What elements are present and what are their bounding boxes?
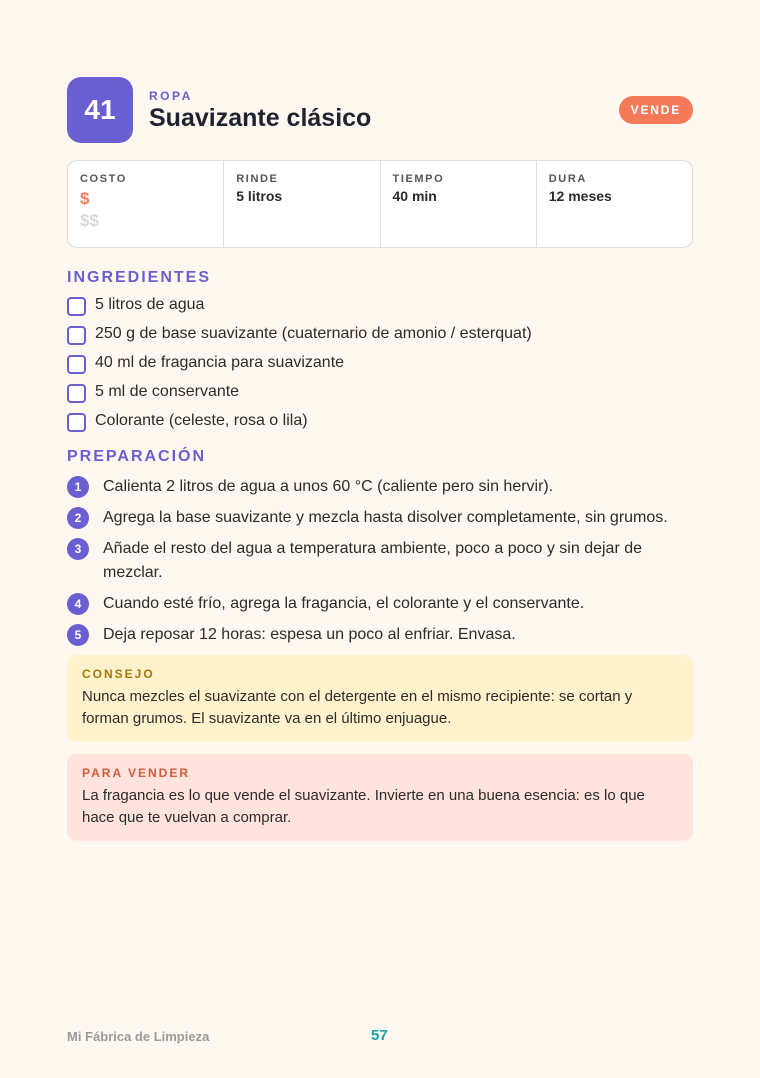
checkbox-icon[interactable] [67,355,86,374]
page-number: 57 [371,1027,388,1044]
step-number: 1 [67,476,89,498]
step-text: Agrega la base suavizante y mezcla hasta disolver completamente, sin grumos. [103,509,668,526]
step-text: Cuando esté frío, agrega la fragancia, el colorante y el conservante. [103,595,585,612]
ingredient-text: 5 ml de conservante [95,382,240,400]
stat-time [381,161,537,247]
ingredient-item[interactable] [67,319,693,348]
ingredients-title: INGREDIENTES [67,269,212,286]
ingredient-item[interactable] [67,377,693,406]
tip-label: CONSEJO [82,667,155,681]
ingredient-item[interactable] [67,348,693,377]
sell-callout [67,754,693,841]
sell-label: PARA VENDER [82,766,191,780]
recipe-stats [67,160,693,248]
recipe-title: Suavizante clásico [149,104,372,132]
recipe-number-badge: 41 [67,77,133,143]
ingredient-text: 40 ml de fragancia para suavizante [95,353,345,371]
cost-active: $ [80,189,90,208]
ingredient-item[interactable] [67,406,693,435]
preparation-steps [67,475,693,647]
preparation-title: PREPARACIÓN [67,448,207,465]
stat-cost [68,161,224,247]
ingredients-list [67,290,693,435]
tip-callout [67,655,693,742]
step-item [67,592,693,616]
checkbox-icon[interactable] [67,413,86,432]
ingredient-item[interactable] [67,290,693,319]
ingredient-text: 250 g de base suavizante (cuaternario de amonio / esterquat) [95,324,532,342]
step-number: 2 [67,507,89,529]
recipe-page [67,77,693,841]
step-item [67,537,693,585]
stat-shelf-life [537,161,692,247]
recipe-header [67,77,693,143]
ingredient-text: Colorante (celeste, rosa o lila) [95,411,308,429]
checkbox-icon[interactable] [67,384,86,403]
stat-yield-value: 5 litros [236,188,283,204]
step-text: Añade el resto del agua a temperatura ambiente, poco a poco y sin dejar de mezclar. [103,540,643,581]
vende-badge: VENDE [619,96,693,124]
stat-time-label: TIEMPO [392,173,445,185]
checkbox-icon[interactable] [67,326,86,345]
cost-inactive: $$ [80,211,99,230]
stat-yield [224,161,380,247]
step-number: 4 [67,593,89,615]
step-item [67,475,693,499]
footer-brand: Mi Fábrica de Limpieza [67,1029,210,1044]
recipe-category: ROPA [149,89,193,103]
stat-yield-label: RINDE [236,173,279,185]
step-text: Calienta 2 litros de agua a unos 60 °C (caliente pero sin hervir). [103,478,554,495]
tip-text: Nunca mezcles el suavizante con el detergente en el mismo recipiente: se cortan y forman grumos. El suavizante va en el último enjuague. [82,688,633,727]
stat-shelf-label: DURA [548,173,587,185]
step-item [67,506,693,530]
stat-time-value: 40 min [392,188,437,204]
stat-cost-label: COSTO [80,173,127,185]
step-number: 5 [67,624,89,646]
sell-text: La fragancia es lo que vende el suavizante. Invierte en una buena esencia: es lo que hace que te vuelvan a comprar. [82,787,645,826]
step-item [67,623,693,647]
ingredient-text: 5 litros de agua [95,295,205,313]
stat-shelf-value: 12 meses [548,188,612,204]
step-text: Deja reposar 12 horas: espesa un poco al enfriar. Envasa. [103,626,516,643]
checkbox-icon[interactable] [67,297,86,316]
step-number: 3 [67,538,89,560]
